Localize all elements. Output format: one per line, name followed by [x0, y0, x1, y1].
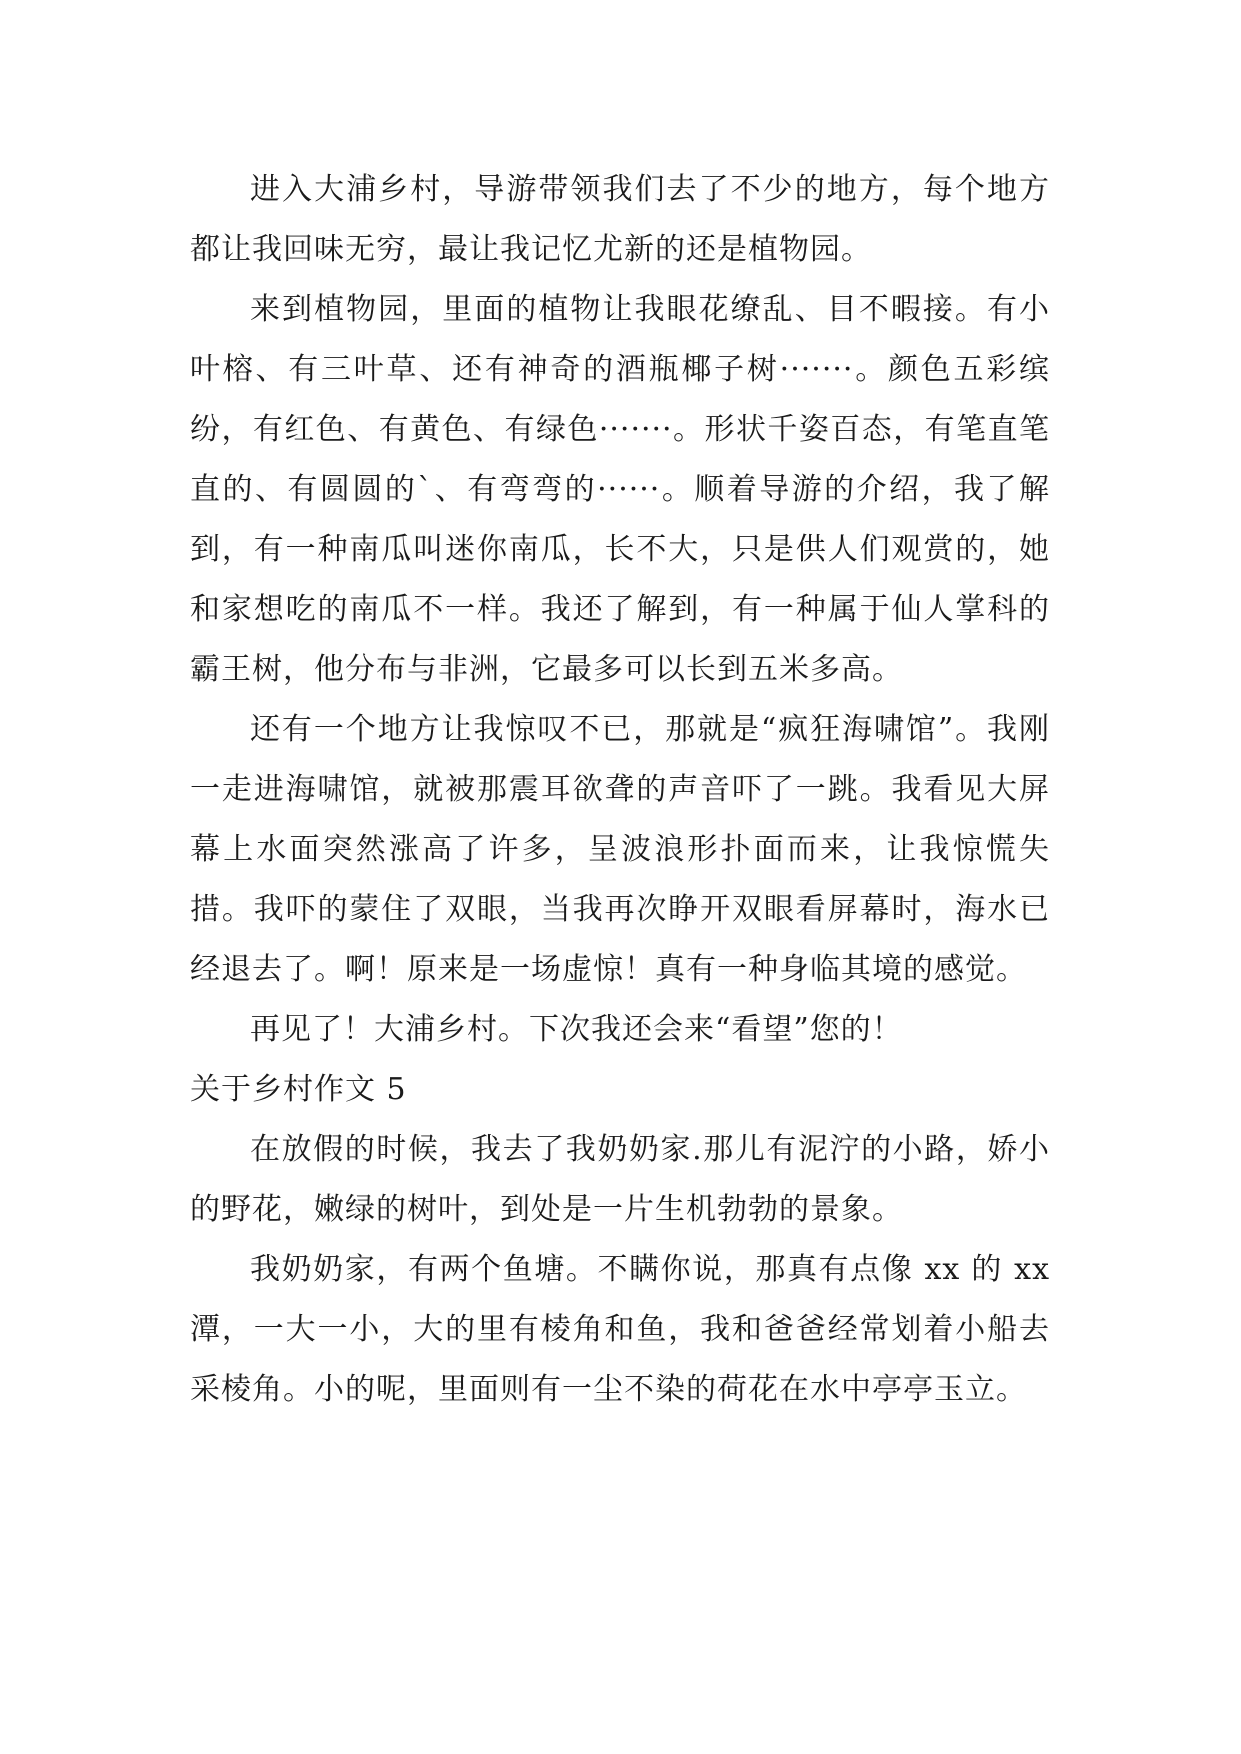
paragraph-fish-ponds: 我奶奶家，有两个鱼塘。不瞒你说，那真有点像 xx 的 xx 潭，一大一小，大的里有棱角和鱼，我和爸爸经常划着小船去采棱角。小的呢，里面则有一尘不染的荷花在水中亭亭玉立。: [190, 1252, 1050, 1407]
document-body: [190, 160, 1050, 1420]
paragraph-tsunami-hall: 还有一个地方让我惊叹不已，那就是“疯狂海啸馆”。我刚一走进海啸馆，就被那震耳欲聋的声音吓了一跳。我看见大屏幕上水面突然涨高了许多，呈波浪形扑面而来，让我惊慌失措。我吓的蒙住了双眼，当我再次睁开双眼看屏幕时，海水已经退去了。啊！原来是一场虚惊！真有一种身临其境的感觉。: [190, 712, 1050, 987]
paragraph-botanical-garden: 来到植物园，里面的植物让我眼花缭乱、目不暇接。有小叶榕、有三叶草、还有神奇的酒瓶椰子树·······。颜色五彩缤纷，有红色、有黄色、有绿色·······。形状千姿百态，有笔直笔直的、有圆圆的`、有弯弯的······。顺着导游的介绍，我了解到，有一种南瓜叫迷你南瓜，长不大，只是供人们观赏的，她和家想吃的南瓜不一样。我还了解到，有一种属于仙人掌科的霸王树，他分布与非洲，它最多可以长到五米多高。: [190, 292, 1050, 687]
paragraph-grandma-house: 在放假的时候，我去了我奶奶家.那儿有泥泞的小路，娇小的野花，嫩绿的树叶，到处是一片生机勃勃的景象。: [190, 1132, 1050, 1227]
section-title: 关于乡村作文 5: [190, 1072, 407, 1107]
paragraph-botanical-intro: 进入大浦乡村，导游带领我们去了不少的地方，每个地方都让我回味无穷，最让我记忆尤新的还是植物园。: [190, 172, 1050, 267]
paragraph-farewell: 再见了！大浦乡村。下次我还会来“看望”您的！: [250, 1012, 903, 1047]
